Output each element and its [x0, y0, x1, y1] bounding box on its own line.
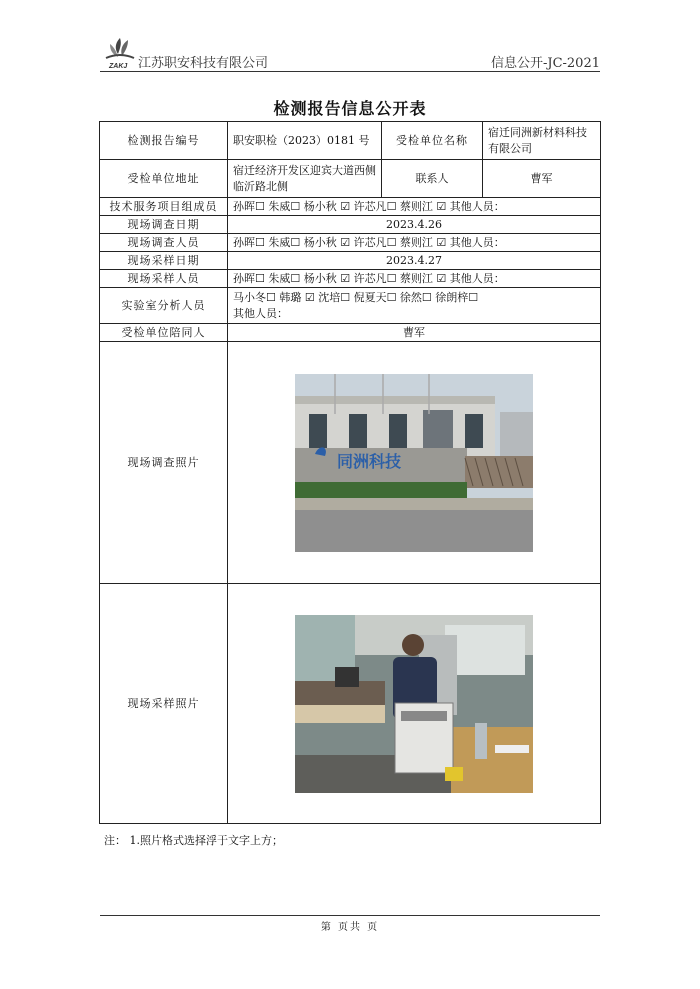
sampling-photo-cell	[228, 584, 601, 824]
lab-line-2: 其他人员：	[233, 306, 288, 320]
survey-photo-label: 现场调查照片	[100, 342, 228, 584]
table-row	[100, 234, 601, 252]
table-row	[100, 288, 601, 324]
survey-date-value: 2023.4.26	[228, 216, 601, 234]
page-header	[100, 38, 600, 72]
table-row	[100, 216, 601, 234]
table-row	[100, 342, 601, 584]
company-logo-icon	[100, 32, 140, 72]
table-row	[100, 270, 601, 288]
samplers-value: 孙晖☐ 朱威☐ 杨小秋 ☑ 许芯凡☐ 蔡则江 ☑ 其他人员：	[228, 270, 601, 288]
contact-label: 联系人	[382, 160, 483, 198]
contact-value: 曹军	[483, 160, 601, 198]
sampling-photo	[295, 615, 533, 793]
lab-line-1: 马小冬☐ 韩璐 ☑ 沈培☐ 倪夏天☐ 徐然☐ 徐朗梓☐	[233, 290, 479, 304]
lab-value	[228, 288, 601, 324]
svg-text:ZAKJ: ZAKJ	[109, 63, 128, 70]
escort-value: 曹军	[228, 324, 601, 342]
survey-photo	[295, 374, 533, 552]
lab-label: 实验室分析人员	[100, 288, 228, 324]
address-label: 受检单位地址	[100, 160, 228, 198]
survey-date-label: 现场调查日期	[100, 216, 228, 234]
company-name: 江苏职安科技有限公司	[138, 56, 269, 71]
footer-rule	[100, 915, 600, 916]
team-value: 孙晖☐ 朱威☐ 杨小秋 ☑ 许芯凡☐ 蔡则江 ☑ 其他人员：	[228, 198, 601, 216]
header-rule	[100, 71, 600, 72]
footnote: 注： 1.照片格式选择浮于文字上方；	[104, 834, 283, 847]
survey-photo-cell	[228, 342, 601, 584]
report-no-value: 职安职检（2023）0181 号	[228, 122, 382, 160]
table-row	[100, 122, 601, 160]
sampling-photo-label: 现场采样照片	[100, 584, 228, 824]
sign-text: 同洲科技	[337, 451, 402, 471]
document-code: 信息公开-JC-2021	[490, 56, 600, 71]
table-row	[100, 160, 601, 198]
sampling-date-value: 2023.4.27	[228, 252, 601, 270]
table-row	[100, 252, 601, 270]
table-row	[100, 198, 601, 216]
sampling-date-label: 现场采样日期	[100, 252, 228, 270]
escort-label: 受检单位陪同人	[100, 324, 228, 342]
table-row	[100, 584, 601, 824]
unit-name-value: 宿迁同洲新材料科技有限公司	[483, 122, 601, 160]
unit-name-label: 受检单位名称	[382, 122, 483, 160]
surveyors-label: 现场调查人员	[100, 234, 228, 252]
report-info-table	[99, 121, 601, 824]
page-number: 第 页共 页	[320, 922, 380, 933]
samplers-label: 现场采样人员	[100, 270, 228, 288]
page-title: 检测报告信息公开表	[273, 99, 427, 118]
surveyors-value: 孙晖☐ 朱威☐ 杨小秋 ☑ 许芯凡☐ 蔡则江 ☑ 其他人员：	[228, 234, 601, 252]
report-no-label: 检测报告编号	[100, 122, 228, 160]
team-label: 技术服务项目组成员	[100, 198, 228, 216]
address-value: 宿迁经济开发区迎宾大道西侧临沂路北侧	[228, 160, 382, 198]
table-row	[100, 324, 601, 342]
